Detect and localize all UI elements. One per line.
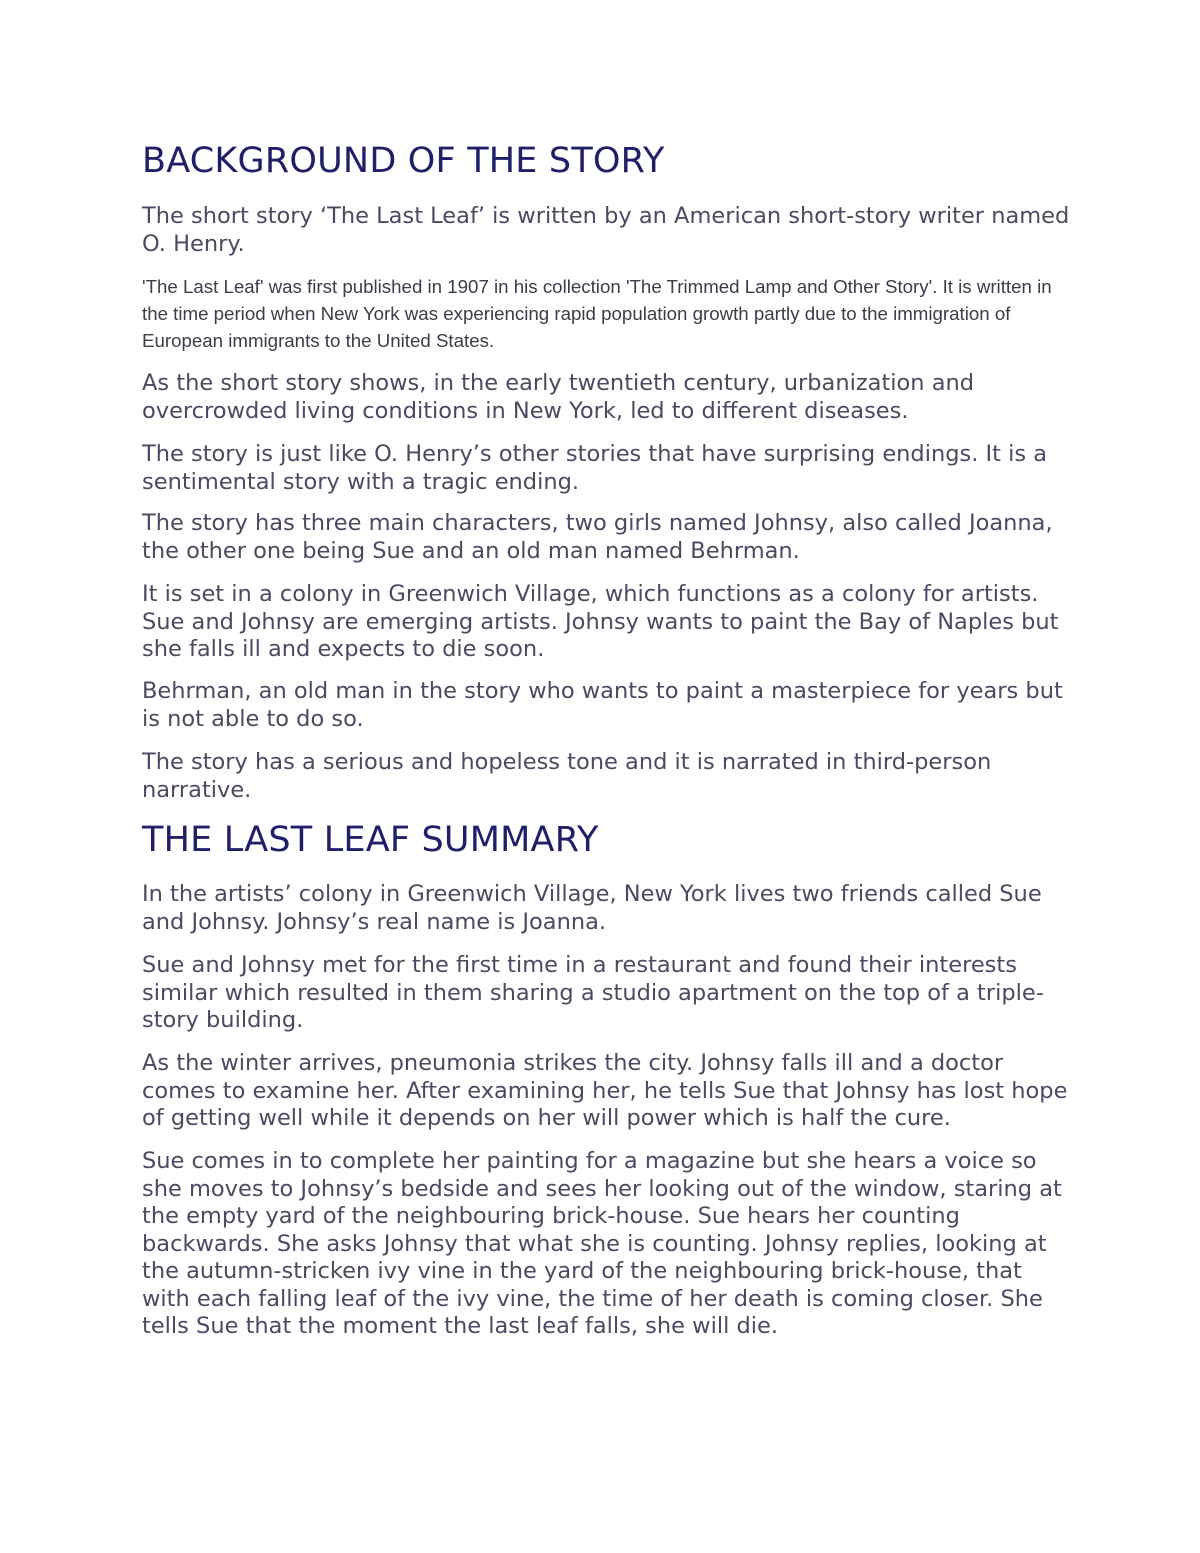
paragraph: Sue comes in to complete her painting for a magazine but she hears a voice so she moves to Johnsy’s bedside and sees her looking out of the window, staring at the empty yard of the neighbouring brick-house. Sue hears her counting backwards. She asks Johnsy that what she is counting. Johnsy replies, looking at the autumn-stricken ivy vine in the yard of the neighbouring brick-house, that with each falling leaf of the ivy vine, the time of her death is coming closer. She tells Sue that the moment the last leaf falls, she will die.	[142, 1148, 1062, 1339]
section-heading-summary: THE LAST LEAF SUMMARY	[142, 820, 599, 860]
paragraph: In the artists’ colony in Greenwich Village, New York lives two friends called Sue and Johnsy. Johnsy’s real name is Joanna.	[142, 881, 1042, 935]
paragraph: 'The Last Leaf' was first published in 1907 in his collection 'The Trimmed Lamp and Other Story'. It is written in the time period when New York was experiencing rapid population growth partly due to the immigration of European immigrants to the United States.	[142, 276, 1052, 351]
paragraph: The story has a serious and hopeless tone and it is narrated in third-person narrative.	[142, 749, 992, 803]
paragraph: The story has three main characters, two girls named Johnsy, also called Joanna, the other one being Sue and an old man named Behrman.	[142, 510, 1053, 564]
paragraph: It is set in a colony in Greenwich Village, which functions as a colony for artists. Sue and Johnsy are emerging artists. Johnsy wants to paint the Bay of Naples but she falls ill and expects to die soon.	[142, 581, 1059, 662]
paragraph: The story is just like O. Henry’s other stories that have surprising endings. It is a sentimental story with a tragic ending.	[142, 441, 1048, 495]
paragraph: Sue and Johnsy met for the first time in a restaurant and found their interests similar which resulted in them sharing a studio apartment on the top of a triple-story building.	[142, 952, 1044, 1033]
paragraph: Behrman, an old man in the story who wants to paint a masterpiece for years but is not able to do so.	[142, 678, 1063, 732]
section-heading-background: BACKGROUND OF THE STORY	[142, 141, 665, 181]
paragraph: The short story ‘The Last Leaf’ is written by an American short-story writer named O. Henry.	[142, 203, 1070, 257]
paragraph: As the winter arrives, pneumonia strikes the city. Johnsy falls ill and a doctor comes to examine her. After examining her, he tells Sue that Johnsy has lost hope of getting well while it depends on her will power which is half the cure.	[142, 1050, 1068, 1131]
paragraph: As the short story shows, in the early twentieth century, urbanization and overcrowded living conditions in New York, led to different diseases.	[142, 370, 975, 424]
